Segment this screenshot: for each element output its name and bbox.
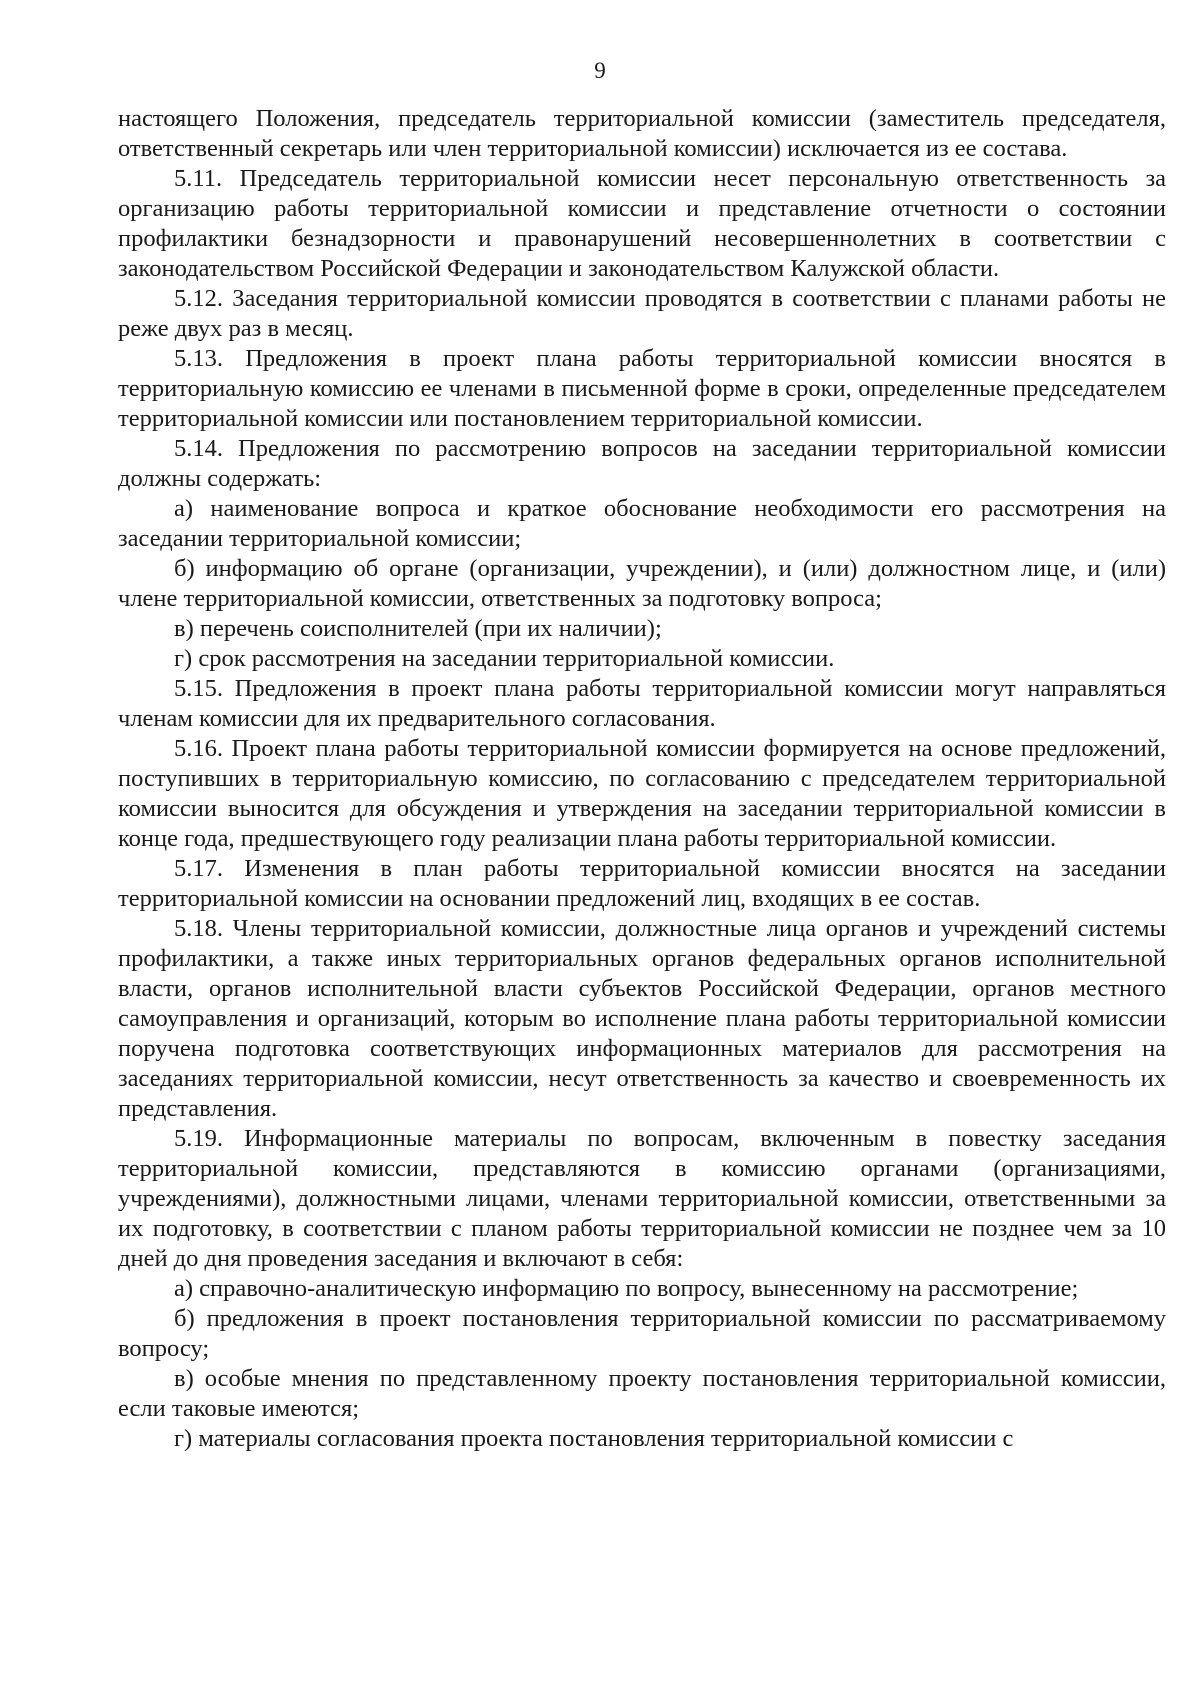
clause-5-12: 5.12. Заседания территориальной комиссии проводятся в соответствии с планами работы не реже двух раз в месяц. bbox=[118, 285, 1166, 342]
clause-5-14-item-g: г) срок рассмотрения на заседании территориальной комиссии. bbox=[174, 645, 835, 672]
clause-5-17: 5.17. Изменения в план работы территориальной комиссии вносятся на заседании территориальной комиссии на основании предложений лиц, входящих в ее состав. bbox=[118, 855, 1166, 912]
clause-5-14: 5.14. Предложения по рассмотрению вопросов на заседании территориальной комиссии должны содержать: bbox=[118, 435, 1166, 492]
clause-5-14-item-a: а) наименование вопроса и краткое обоснование необходимости его рассмотрения на заседании территориальной комиссии; bbox=[118, 495, 1166, 552]
clause-5-18: 5.18. Члены территориальной комиссии, должностные лица органов и учреждений системы профилактики, а также иных территориальных органов федеральных органов исполнительной власти, органов исполнительной власти субъектов Российской Федерации, органов местного самоуправления и организаций, которым во исполнение плана работы территориальной комиссии поручена подготовка соответствующих информационных материалов для рассмотрения на заседаниях территориальной комиссии, несут ответственность за качество и своевременность их представления. bbox=[118, 915, 1166, 1122]
clause-5-16: 5.16. Проект плана работы территориальной комиссии формируется на основе предложений, поступивших в территориальную комиссию, по согласованию с председателем территориальной комиссии выносится для обсуждения и утверждения на заседании территориальной комиссии в конце года, предшествующего году реализации плана работы территориальной комиссии. bbox=[118, 735, 1166, 852]
clause-5-11: 5.11. Председатель территориальной комиссии несет персональную ответственность за организацию работы территориальной комиссии и представление отчетности о состоянии профилактики безнадзорности и правонарушений несовершеннолетних в соответствии с законодательством Российской Федерации и законодательством Калужской области. bbox=[118, 165, 1166, 282]
clause-5-19-item-v: в) особые мнения по представленному проекту постановления территориальной комиссии, если таковые имеются; bbox=[118, 1365, 1166, 1422]
clause-5-14-item-v: в) перечень соисполнителей (при их наличии); bbox=[174, 615, 662, 642]
clause-5-14-item-b: б) информацию об органе (организации, учреждении), и (или) должностном лице, и (или) члене территориальной комиссии, ответственных за подготовку вопроса; bbox=[118, 555, 1166, 612]
clause-5-19-item-b: б) предложения в проект постановления территориальной комиссии по рассматриваемому вопросу; bbox=[118, 1305, 1166, 1362]
page-number: 9 bbox=[594, 58, 606, 83]
paragraph-continuation: настоящего Положения, председатель территориальной комиссии (заместитель председателя, ответственный секретарь или член территориальной комиссии) исключается из ее состава. bbox=[118, 105, 1166, 162]
clause-5-19: 5.19. Информационные материалы по вопросам, включенным в повестку заседания территориальной комиссии, представляются в комиссию органами (организациями, учреждениями), должностными лицами, членами территориальной комиссии, ответственными за их подготовку, в соответствии с планом работы территориальной комиссии не позднее чем за 10 дней до дня проведения заседания и включают в себя: bbox=[118, 1125, 1166, 1272]
document-body bbox=[118, 104, 1166, 1454]
clause-5-19-item-a: а) справочно-аналитическую информацию по вопросу, вынесенному на рассмотрение; bbox=[174, 1275, 1079, 1302]
clause-5-15: 5.15. Предложения в проект плана работы территориальной комиссии могут направляться членам комиссии для их предварительного согласования. bbox=[118, 675, 1166, 732]
clause-5-13: 5.13. Предложения в проект плана работы территориальной комиссии вносятся в территориальную комиссию ее членами в письменной форме в сроки, определенные председателем территориальной комиссии или постановлением территориальной комиссии. bbox=[118, 345, 1166, 432]
clause-5-19-item-g: г) материалы согласования проекта постановления территориальной комиссии с bbox=[174, 1425, 1014, 1452]
